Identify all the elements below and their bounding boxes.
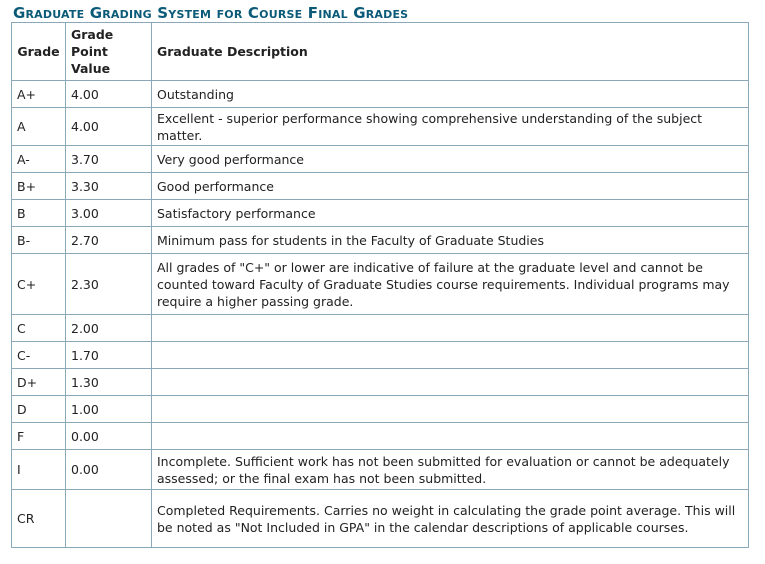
gpv-cell: 3.30	[66, 173, 152, 200]
description-cell: Incomplete. Sufficient work has not been submitted for evaluation or cannot be adequately assessed; or the final exam has not been submitted.	[152, 450, 749, 490]
grade-cell: C	[12, 315, 66, 342]
gpv-cell: 0.00	[66, 450, 152, 490]
table-row	[12, 173, 749, 200]
gpv-cell: 1.00	[66, 396, 152, 423]
gpv-cell: 4.00	[66, 81, 152, 108]
gpv-cell: 1.70	[66, 342, 152, 369]
grade-cell: A+	[12, 81, 66, 108]
description-cell: All grades of "C+" or lower are indicative of failure at the graduate level and cannot be counted toward Faculty of Graduate Studies course requirements. Individual programs may require a higher passing grade.	[152, 254, 749, 315]
description-cell: Completed Requirements. Carries no weight in calculating the grade point average. This will be noted as "Not Included in GPA" in the calendar descriptions of applicable courses.	[152, 490, 749, 548]
grade-cell: B	[12, 200, 66, 227]
gpv-cell: 4.00	[66, 108, 152, 146]
table-row	[12, 423, 749, 450]
table-row	[12, 200, 749, 227]
grade-cell: F	[12, 423, 66, 450]
description-cell: Excellent - superior performance showing comprehensive understanding of the subject matter.	[152, 108, 749, 146]
grade-cell: C-	[12, 342, 66, 369]
grade-cell: D	[12, 396, 66, 423]
header-grade-point-value: Grade Point Value	[66, 23, 152, 81]
grade-cell: I	[12, 450, 66, 490]
description-cell: Satisfactory performance	[152, 200, 749, 227]
grade-cell: B-	[12, 227, 66, 254]
table-row	[12, 490, 749, 548]
gpv-cell: 0.00	[66, 423, 152, 450]
header-graduate-description: Graduate Description	[152, 23, 749, 81]
description-cell: Good performance	[152, 173, 749, 200]
description-cell	[152, 396, 749, 423]
grade-cell: D+	[12, 369, 66, 396]
description-cell	[152, 315, 749, 342]
table-row	[12, 81, 749, 108]
gpv-cell: 2.00	[66, 315, 152, 342]
table-row	[12, 227, 749, 254]
description-cell: Outstanding	[152, 81, 749, 108]
table-row	[12, 254, 749, 315]
header-grade: Grade	[12, 23, 66, 81]
gpv-cell	[66, 490, 152, 548]
table-header-row	[12, 23, 749, 81]
table-row	[12, 108, 749, 146]
gpv-cell: 3.70	[66, 146, 152, 173]
table-row	[12, 146, 749, 173]
table-row	[12, 315, 749, 342]
grading-table	[11, 22, 749, 548]
description-cell	[152, 369, 749, 396]
grade-cell: A-	[12, 146, 66, 173]
description-cell	[152, 423, 749, 450]
table-row	[12, 369, 749, 396]
description-cell: Very good performance	[152, 146, 749, 173]
gpv-cell: 2.70	[66, 227, 152, 254]
grade-cell: C+	[12, 254, 66, 315]
description-cell: Minimum pass for students in the Faculty of Graduate Studies	[152, 227, 749, 254]
gpv-cell: 3.00	[66, 200, 152, 227]
table-row	[12, 450, 749, 490]
description-cell	[152, 342, 749, 369]
grade-cell: A	[12, 108, 66, 146]
grade-cell: CR	[12, 490, 66, 548]
gpv-cell: 1.30	[66, 369, 152, 396]
page-title: Graduate Grading System for Course Final Grades	[13, 4, 409, 22]
table-row	[12, 396, 749, 423]
table-row	[12, 342, 749, 369]
gpv-cell: 2.30	[66, 254, 152, 315]
grade-cell: B+	[12, 173, 66, 200]
